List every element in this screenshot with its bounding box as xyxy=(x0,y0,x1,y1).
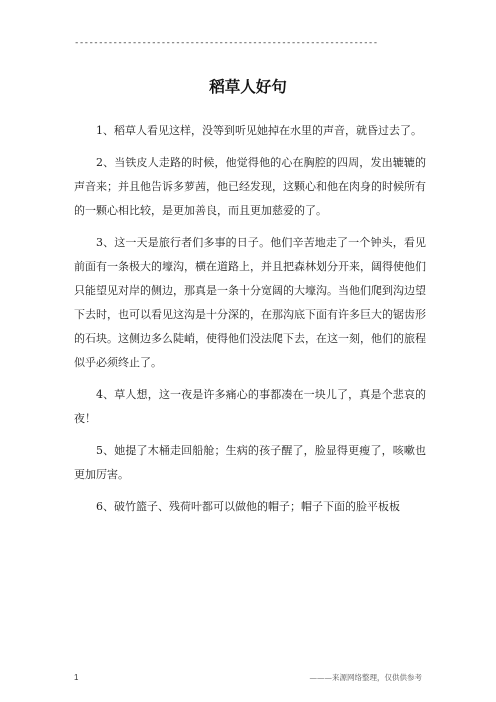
header-dashed-rule: --------------------------------------------------------------- xyxy=(74,38,378,48)
paragraph-5: 5、她提了木桶走回船舱；生病的孩子醒了，脸显得更瘦了，咳嗽也更加厉害。 xyxy=(74,444,426,481)
page-title: 稻草人好句 xyxy=(209,77,287,96)
paragraph-2: 2、当铁皮人走路的时候，他觉得他的心在胸腔的四周，发出辘辘的声音来；并且他告诉多萝茜，他已经发现，这颗心和他在肉身的时候所有的一颗心相比较，是更加善良，而且更加慈爱的了。 xyxy=(74,156,426,217)
document-body xyxy=(74,119,426,527)
page-number: 1 xyxy=(74,673,79,682)
paragraph-6: 6、破竹篮子、残荷叶都可以做他的帽子；帽子下面的脸平板板 xyxy=(96,500,400,513)
paragraph-3: 3、这一天是旅行者们多事的日子。他们辛苦地走了一个钟头，看见前面有一条极大的壕沟，横在道路上，并且把森林划分开来，阔得使他们只能望见对岸的侧边，那真是一条十分宽阔的大壕沟。当他们爬到沟边望下去时，也可以看见这沟是十分深的，在那沟底下面有许多巨大的锯齿形的石块。这侧边多么陡峭，使得他们没法爬下去，在这一刻，他们的旅程似乎必须终止了。 xyxy=(74,236,426,369)
paragraph-1: 1、稻草人看见这样，没等到听见她掉在水里的声音，就昏过去了。 xyxy=(96,124,422,137)
footer-note: ———来源网络整理，仅供供参考 xyxy=(309,673,422,682)
paragraph-4: 4、草人想，这一夜是许多痛心的事都凑在一块儿了，真是个悲哀的夜！ xyxy=(74,388,426,425)
